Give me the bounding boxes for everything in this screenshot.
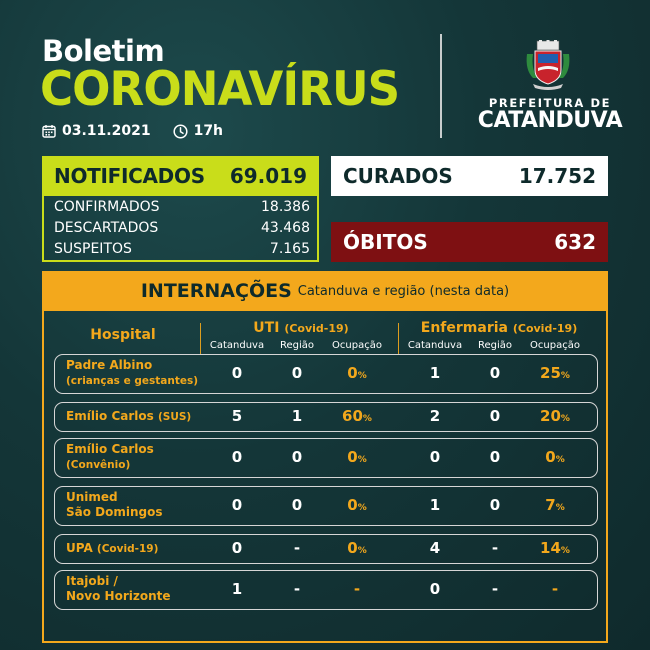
percent-sign: % xyxy=(560,546,570,556)
obitos-label: ÓBITOS xyxy=(343,230,428,254)
enfermaria-header xyxy=(404,320,594,336)
uti-regiao-value: 0 xyxy=(291,364,303,382)
percent-sign: % xyxy=(357,371,367,381)
percent-sign: % xyxy=(362,414,372,424)
time-text: 17h xyxy=(193,123,224,139)
uti-regiao-value: - xyxy=(293,539,301,557)
hospital-note-text: (crianças e gestantes) xyxy=(66,375,199,387)
hospital-name-text: Emílio Carlos xyxy=(66,442,154,456)
enf-ocupacao-value: 0 xyxy=(545,448,556,466)
notificados-label: NOTIFICADOS xyxy=(54,164,205,188)
hospital-name-text: Itajobi / xyxy=(66,574,118,588)
percent-sign: % xyxy=(357,503,367,513)
obitos-box xyxy=(331,222,608,262)
percent-sign: % xyxy=(357,546,367,556)
internacoes-header xyxy=(42,271,608,311)
enf-regiao-cell xyxy=(465,448,525,466)
enf-catanduva-value: 0 xyxy=(429,580,441,598)
enf-catanduva-cell xyxy=(405,407,465,425)
uti-catanduva-cell xyxy=(207,496,267,514)
enf-catanduva-cell xyxy=(405,448,465,466)
enf-regiao-value: 0 xyxy=(489,364,501,382)
uti-catanduva-value: 1 xyxy=(231,580,243,598)
uti-regiao-value: 0 xyxy=(291,448,303,466)
uti-ocupacao-value: - xyxy=(353,580,361,598)
uti-regiao-cell xyxy=(267,539,327,557)
uti-catanduva-cell xyxy=(207,448,267,466)
title-line2: CORONAVÍRUS xyxy=(40,62,400,117)
column-divider xyxy=(398,323,399,355)
enf-regiao-cell xyxy=(465,364,525,382)
enfermaria-suffix: (Covid-19) xyxy=(512,322,578,335)
hospital-name xyxy=(66,409,191,425)
hospital-note-text: Novo Horizonte xyxy=(66,589,171,603)
uti-ocupacao-cell xyxy=(327,448,387,466)
uti-ocupacao-value: 60 xyxy=(342,407,363,425)
enf-catanduva-cell xyxy=(405,539,465,557)
enf-sub-regiao: Região xyxy=(477,340,513,351)
uti-title: UTI xyxy=(253,320,280,336)
internacoes-title: INTERNAÇÕES xyxy=(140,280,292,302)
curados-box xyxy=(331,156,608,196)
uti-sub-ocupacao: Ocupação xyxy=(332,340,382,351)
enf-regiao-value: 0 xyxy=(489,496,501,514)
enf-regiao-cell xyxy=(465,539,525,557)
descartados-row xyxy=(54,220,310,236)
uti-catanduva-cell xyxy=(207,580,267,598)
uti-regiao-value: 0 xyxy=(291,496,303,514)
enf-sub-catanduva: Catanduva xyxy=(407,340,463,351)
obitos-value: 632 xyxy=(554,230,596,254)
uti-ocupacao-value: 0 xyxy=(347,448,358,466)
uti-catanduva-cell xyxy=(207,407,267,425)
row-label: DESCARTADOS xyxy=(54,220,159,236)
hospital-name xyxy=(66,358,198,389)
enf-ocupacao-value: 25 xyxy=(540,364,561,382)
enfermaria-title: Enfermaria xyxy=(420,320,508,336)
enf-ocupacao-cell xyxy=(525,580,585,598)
enf-catanduva-value: 1 xyxy=(429,496,441,514)
uti-catanduva-cell xyxy=(207,364,267,382)
uti-suffix: (Covid-19) xyxy=(284,322,349,335)
enf-ocupacao-cell xyxy=(525,407,585,425)
date-time-line xyxy=(42,123,223,139)
uti-sub-regiao: Região xyxy=(279,340,315,351)
hospital-column-header: Hospital xyxy=(90,327,156,343)
hospital-name xyxy=(66,442,154,473)
hospital-name-text: Emílio Carlos xyxy=(66,409,154,423)
uti-sub-catanduva: Catanduva xyxy=(209,340,265,351)
calendar-icon xyxy=(42,124,56,138)
percent-sign: % xyxy=(560,414,570,424)
percent-sign: % xyxy=(555,503,565,513)
enf-regiao-cell xyxy=(465,580,525,598)
hospital-name-text: Padre Albino xyxy=(66,358,153,372)
hospital-note-text: (Convênio) xyxy=(66,459,131,471)
uti-regiao-cell xyxy=(267,496,327,514)
uti-catanduva-value: 0 xyxy=(231,364,243,382)
percent-sign: % xyxy=(357,455,367,465)
enf-regiao-value: - xyxy=(491,580,499,598)
enf-ocupacao-value: 7 xyxy=(545,496,556,514)
hospital-name-text: UPA xyxy=(66,541,93,555)
percent-sign: % xyxy=(560,371,570,381)
row-value: 43.468 xyxy=(261,220,310,236)
title-line1: Boletim xyxy=(42,34,165,68)
row-label: CONFIRMADOS xyxy=(54,199,160,215)
date-text: 03.11.2021 xyxy=(62,123,151,139)
enf-ocupacao-cell xyxy=(525,539,585,557)
row-value: 7.165 xyxy=(269,241,310,257)
hospital-name xyxy=(66,490,163,520)
enf-catanduva-value: 2 xyxy=(429,407,441,425)
internacoes-subtitle: Catanduva e região (nesta data) xyxy=(297,283,510,299)
uti-ocupacao-value: 0 xyxy=(347,364,358,382)
enf-regiao-cell xyxy=(465,407,525,425)
enf-ocupacao-cell xyxy=(525,496,585,514)
clock-icon xyxy=(173,124,188,139)
enf-regiao-cell xyxy=(465,496,525,514)
suspeitos-row xyxy=(54,241,310,257)
uti-ocupacao-cell xyxy=(327,496,387,514)
uti-regiao-cell xyxy=(267,364,327,382)
enf-ocupacao-value: 20 xyxy=(540,407,561,425)
enf-regiao-value: 0 xyxy=(489,407,501,425)
hospital-name-text: Unimed xyxy=(66,490,118,504)
row-value: 18.386 xyxy=(261,199,310,215)
enf-regiao-value: 0 xyxy=(489,448,501,466)
uti-regiao-value: 1 xyxy=(291,407,303,425)
notificados-header xyxy=(42,156,319,196)
hospital-note-text: (SUS) xyxy=(157,411,192,423)
hospital-note-text: (Covid-19) xyxy=(96,543,159,555)
enf-catanduva-cell xyxy=(405,580,465,598)
confirmados-row xyxy=(54,199,310,215)
uti-catanduva-cell xyxy=(207,539,267,557)
uti-regiao-cell xyxy=(267,580,327,598)
uti-ocupacao-cell xyxy=(327,407,387,425)
curados-value: 17.752 xyxy=(518,164,596,188)
uti-ocupacao-cell xyxy=(327,580,387,598)
row-label: SUSPEITOS xyxy=(54,241,132,257)
enf-ocupacao-cell xyxy=(525,448,585,466)
enf-catanduva-cell xyxy=(405,496,465,514)
enf-ocupacao-cell xyxy=(525,364,585,382)
header-divider xyxy=(440,34,442,138)
uti-regiao-cell xyxy=(267,448,327,466)
enf-catanduva-value: 1 xyxy=(429,364,441,382)
enf-catanduva-value: 4 xyxy=(429,539,441,557)
enf-sub-ocupacao: Ocupação xyxy=(530,340,580,351)
percent-sign: % xyxy=(555,455,565,465)
uti-catanduva-value: 0 xyxy=(231,539,243,557)
city-name: CATANDUVA xyxy=(477,108,623,133)
uti-ocupacao-value: 0 xyxy=(347,539,358,557)
notificados-value: 69.019 xyxy=(229,164,307,188)
uti-ocupacao-cell xyxy=(327,539,387,557)
hospital-note-text: São Domingos xyxy=(66,505,163,519)
uti-catanduva-value: 0 xyxy=(231,448,243,466)
enf-ocupacao-value: - xyxy=(551,580,559,598)
uti-header xyxy=(206,320,396,336)
curados-label: CURADOS xyxy=(343,164,453,188)
enf-catanduva-cell xyxy=(405,364,465,382)
enf-catanduva-value: 0 xyxy=(429,448,441,466)
hospital-name xyxy=(66,574,171,604)
uti-regiao-cell xyxy=(267,407,327,425)
uti-regiao-value: - xyxy=(293,580,301,598)
coat-of-arms-icon xyxy=(523,40,573,92)
uti-ocupacao-value: 0 xyxy=(347,496,358,514)
uti-ocupacao-cell xyxy=(327,364,387,382)
hospital-name xyxy=(66,541,158,557)
uti-catanduva-value: 0 xyxy=(231,496,243,514)
column-divider xyxy=(200,323,201,355)
uti-catanduva-value: 5 xyxy=(231,407,243,425)
enf-regiao-value: - xyxy=(491,539,499,557)
enf-ocupacao-value: 14 xyxy=(540,539,561,557)
prefeitura-label: PREFEITURA DE xyxy=(488,96,612,110)
